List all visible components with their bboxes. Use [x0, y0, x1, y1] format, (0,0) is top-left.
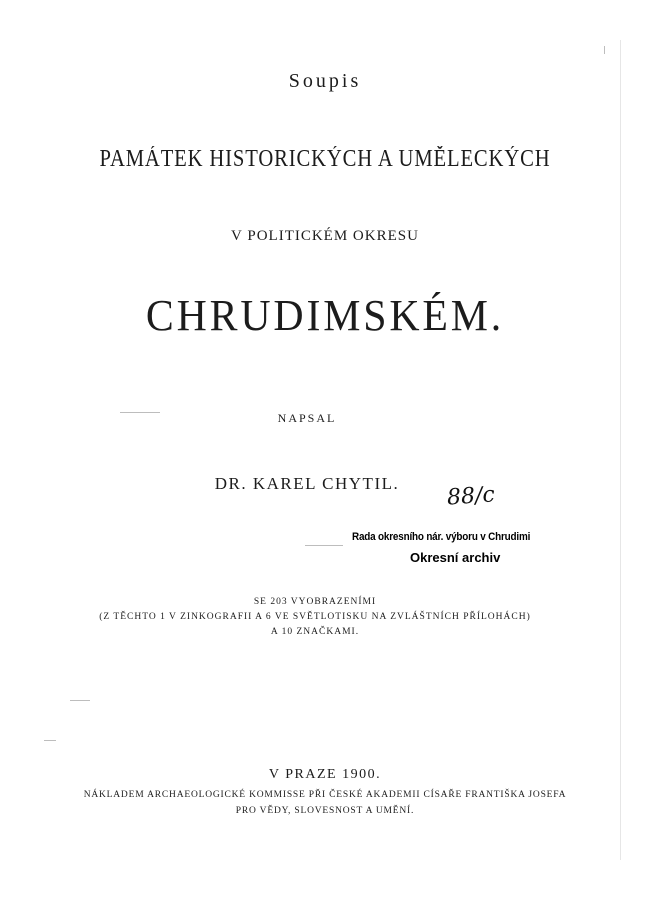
- book-title-soupis: Soupis: [288, 70, 362, 92]
- place-and-date: V PRAZE 1900.: [268, 767, 382, 782]
- scan-speck: [44, 740, 56, 741]
- author-name: DR. KAREL CHYTIL.: [214, 474, 400, 493]
- page-edge: [620, 40, 621, 860]
- scan-speck: [70, 700, 90, 701]
- publisher-line1: NÁKLADEM ARCHAEOLOGICKÉ KOMMISSE PŘI ČESKÉ AKADEMII CÍSAŘE FRANTIŠKA JOSEFA: [83, 790, 567, 800]
- scan-speck: [604, 46, 605, 54]
- publisher-line2: PRO VĚDY, SLOVESNOST A UMĚNÍ.: [235, 806, 415, 816]
- scan-speck: [305, 545, 343, 546]
- book-title-district: CHRUDIMSKÉM.: [145, 291, 505, 340]
- illustrations-line3: A 10 ZNAČKAMI.: [270, 627, 360, 637]
- archive-stamp-line2: Okresní archiv: [410, 550, 501, 565]
- byline-label: NAPSAL: [277, 411, 337, 425]
- book-subtitle: V POLITICKÉM OKRESU: [231, 228, 419, 244]
- scan-speck: [120, 412, 160, 413]
- illustrations-line2: (Z TĚCHTO 1 V ZINKOGRAFII A 6 VE SVĚTLOTISKU NA ZVLÁŠTNÍCH PŘÍLOHÁCH): [99, 612, 531, 622]
- illustrations-line1: SE 203 VYOBRAZENÍMI: [253, 597, 377, 607]
- archive-stamp-line1: Rada okresního nár. výboru v Chrudimi: [352, 531, 531, 543]
- book-title-main: PAMÁTEK HISTORICKÝCH A UMĚLECKÝCH: [99, 146, 551, 172]
- handwritten-shelfmark: 88/c: [446, 482, 496, 511]
